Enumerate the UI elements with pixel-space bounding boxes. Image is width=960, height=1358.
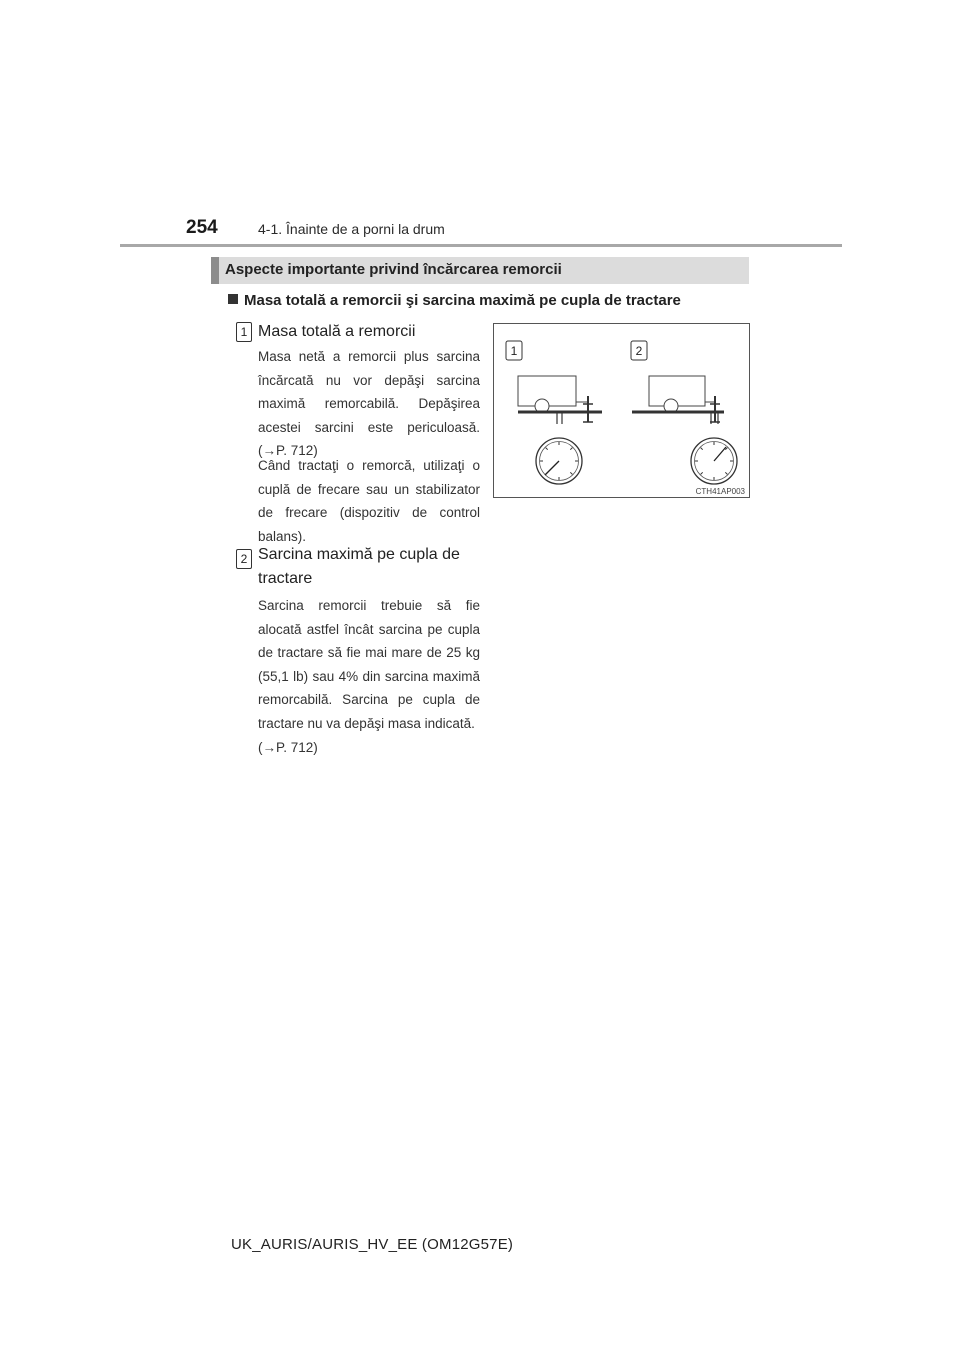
figure-label-2: 2 <box>635 344 643 358</box>
item-1-paragraph-2: Când tractaţi o remorcă, utilizaţi o cuplă de frecare sau un stabilizator de frecare (dispozitiv de control balans). <box>258 458 480 544</box>
item-2-paragraph-2: (→P. 712) <box>258 740 318 755</box>
subheading-text: Masa totală a remorcii şi sarcina maximă pe cupla de tractare <box>244 292 681 309</box>
item-1-number-badge: 1 <box>236 322 252 342</box>
header-rule <box>120 244 842 247</box>
page-number: 254 <box>186 217 218 238</box>
scale-right-icon <box>691 438 737 484</box>
trailer-weight-figure <box>493 323 750 498</box>
scale-left-icon <box>536 438 582 484</box>
trailer-right-icon <box>632 376 724 424</box>
breadcrumb: 4-1. Înainte de a porni la drum <box>258 221 445 237</box>
trailer-scale-illustration <box>494 324 751 499</box>
section-bar <box>211 257 749 284</box>
trailer-left-icon <box>518 376 602 424</box>
item-2-paragraph-1: Sarcina remorcii trebuie să fie alocată astfel încât sarcina pe cupla de tractare să fie mai mare de 25 kg (55,1 lb) sau 4% din sarcina maximă remorcabilă. Sarcina pe cupla de tractare nu va depăşi masa indicată. <box>258 598 480 731</box>
section-bar-accent <box>211 257 219 284</box>
figure-label-1: 1 <box>510 344 518 358</box>
figure-code: CTH41AP003 <box>695 487 745 496</box>
item-2-title: Sarcina maximă pe cupla de tractare <box>258 546 460 587</box>
item-1-title: Masa totală a remorcii <box>258 323 416 340</box>
item-2-number-badge: 2 <box>236 549 252 569</box>
section-title: Aspecte importante privind încărcarea remorcii <box>225 261 562 278</box>
square-bullet-icon <box>228 294 238 304</box>
subheading <box>228 292 681 309</box>
item-1-paragraph-1: Masa netă a remorcii plus sarcina încărcată nu vor depăşi sarcina maximă remorcabilă. Depăşirea acestei sarcini este periculoasă. (→P. 712) <box>258 349 480 458</box>
footer-model-code: UK_AURIS/AURIS_HV_EE (OM12G57E) <box>231 1236 514 1253</box>
